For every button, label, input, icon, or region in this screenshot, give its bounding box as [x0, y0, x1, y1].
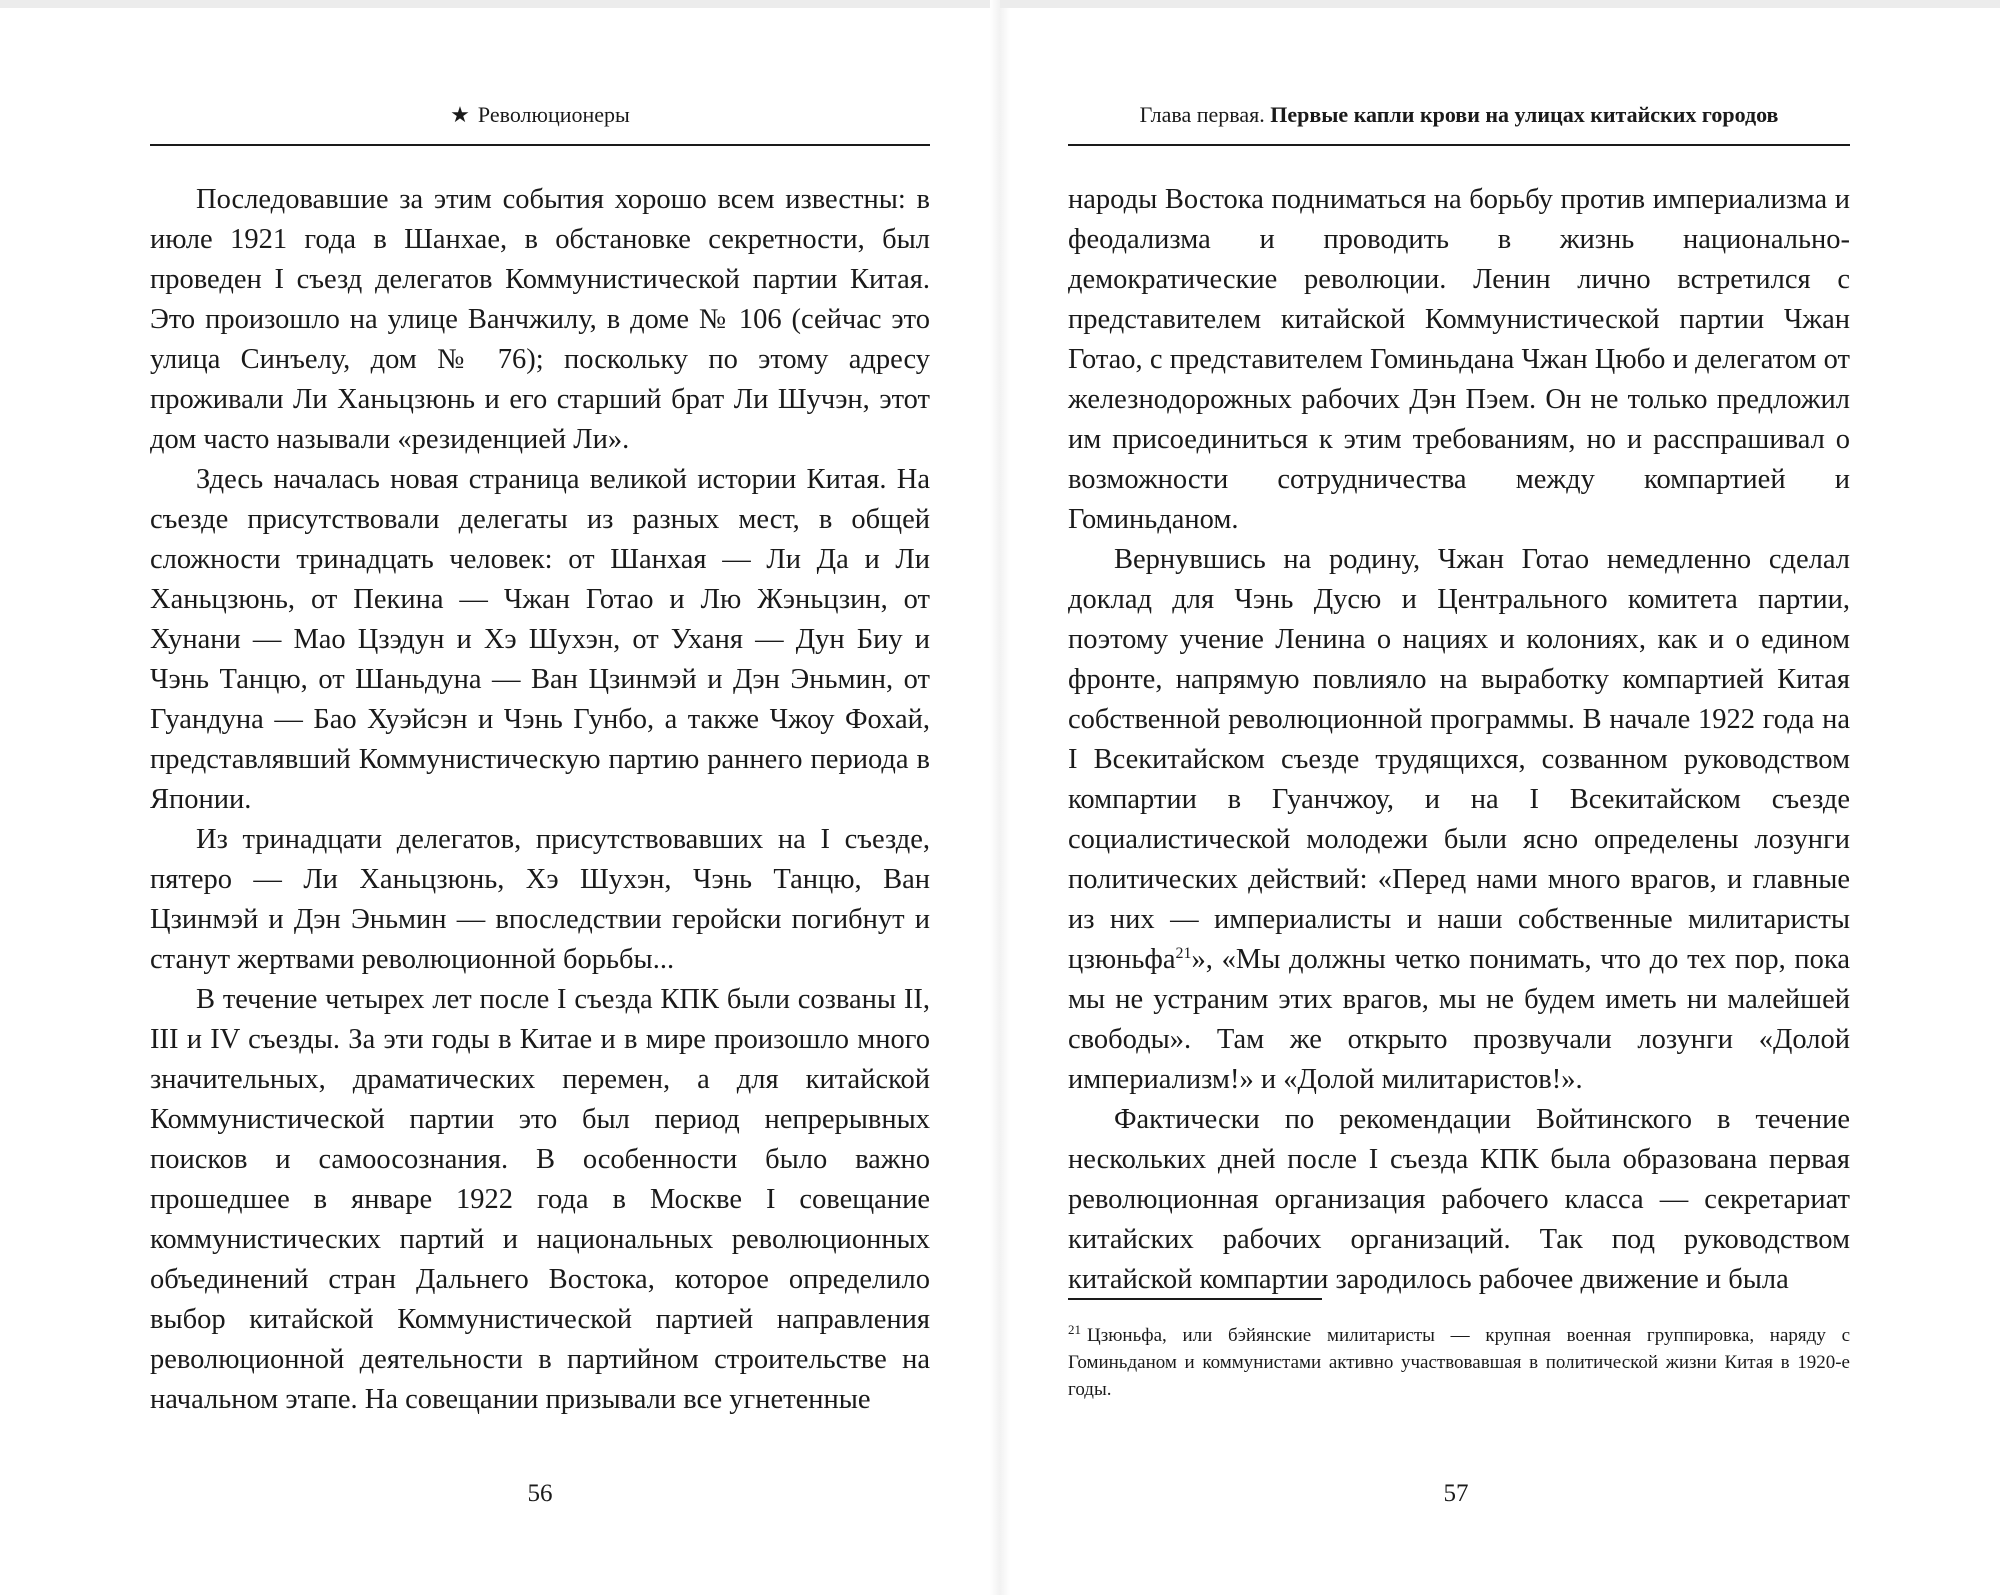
paragraph: Фактически по рекомендации Войтинского в течение нескольких дней после I съезда КПК была образована первая революционная организация рабочего класса — секретариат китайских рабочих организаций. Так под руководством китайской компартии зародилось рабочее движение и была [1068, 1104, 1850, 1295]
right-running-head [1068, 102, 1850, 138]
left-head-rule [150, 144, 930, 146]
chapter-label: Глава первая. [1139, 102, 1265, 127]
left-running-head [150, 102, 930, 138]
right-page [1000, 0, 2000, 1595]
paragraph [1068, 540, 1850, 1100]
paragraph-text: », «Мы должны четко понимать, что до тех пор, пока мы не устраним этих врагов, мы не будем иметь ни малейшей свободы». Там же открыто прозвучали лозунги «Долой империализм!» и «Долой милитаристов!». [1068, 944, 1850, 1095]
left-page-number: 56 [527, 1480, 553, 1507]
paragraph: Здесь началась новая страница великой истории Китая. На съезде присутствовали делегаты из разных мест, в общей сложности тринадцать человек: от Шанхая — Ли Да и Ли Ханьцзюнь, от Пекина — Чжан Готао и Лю Жэньцзин, от Хунани — Мао Цзэдун и Хэ Шухэн, от Уханя — Дун Биу и Чэнь Танцю, от Шаньдуна — Ван Цзинмэй и Дэн Эньмин, от Гуандуна — Бао Хуэйсэн и Чэнь Гунбо, а также Чжоу Фохай, представлявший Коммунистическую партию раннего периода в Японии. [150, 464, 930, 815]
right-page-number: 57 [1443, 1480, 1469, 1507]
right-head-rule [1068, 144, 1850, 146]
footnote [1068, 1322, 1850, 1403]
footnote-reference: 21 [1175, 945, 1192, 962]
page-top-edge [1000, 0, 2000, 8]
left-running-head-text: Революционеры [477, 102, 630, 127]
footnote-rule [1068, 1298, 1322, 1300]
paragraph: народы Востока подниматься на борьбу против империализма и феодализма и проводить в жизнь национально-демократические революции. Ленин лично встретился с представителем китайской Коммунистической партии Чжан Готао, с представителем Гоминьдана Чжан Цюбо и делегатом от железнодорожных рабочих Дэн Пэем. Он не только предложил им присоединиться к этим требованиям, но и расспрашивал о возможности сотрудничества между компартией и Гоминьданом. [1068, 184, 1850, 535]
paragraph-text: Вернувшись на родину, Чжан Готао немедленно сделал доклад для Чэнь Дусю и Центрального комитета партии, поэтому учение Ленина о нациях и колониях, как и о едином фронте, напрямую повлияло на выработку компартией Китая собственной революционной программы. В начале 1922 года на I Всекитайском съезде трудящихся, созванном руководством компартии в Гуанчжоу, и на I Всекитайском съезде социалистической молодежи были ясно определены лозунги политических действий: «Перед нами много врагов, и главные из них — империалисты и наши собственные милитаристы цзюньфа [1068, 544, 1850, 975]
chapter-title: Первые капли крови на улицах китайских городов [1270, 102, 1779, 127]
star-icon: ★ [450, 102, 470, 127]
footnote-text: Цзюньфа, или бэйянские милитаристы — крупная военная группировка, наряду с Гоминьданом и коммунистами активно участвовавшая в политической жизни Китая в 1920-е годы. [1068, 1325, 1850, 1400]
right-body-text [1068, 180, 1850, 1300]
footnote-number: 21 [1068, 1322, 1081, 1337]
paragraph: Из тринадцати делегатов, присутствовавших на I съезде, пятеро — Ли Ханьцзюнь, Хэ Шухэн, Чэнь Танцю, Ван Цзинмэй и Дэн Эньмин — впоследствии геройски погибнут и станут жертвами революционной борьбы... [150, 824, 930, 975]
page-top-edge [0, 0, 990, 8]
paragraph: В течение четырех лет после I съезда КПК были созваны II, III и IV съезды. За эти годы в Китае и в мире произошло много значительных, драматических перемен, а для китайской Коммунистической партии это был период непрерывных поисков и самоосознания. В особенности было важно прошедшее в январе 1922 года в Москве I совещание коммунистических партий и национальных революционных объединений стран Дальнего Востока, которое определило выбор китайской Коммунистической партией направления революционной деятельности в партийном строительстве на начальном этапе. На совещании призывали все угнетенные [150, 984, 930, 1415]
left-body-text [150, 180, 930, 1420]
paragraph: Последовавшие за этим события хорошо всем известны: в июле 1921 года в Шанхае, в обстановке секретности, был проведен I съезд делегатов Коммунистической партии Китая. Это произошло на улице Ванчжилу, в доме № 106 (сейчас это улица Синъелу, дом № 76); поскольку по этому адресу проживали Ли Ханьцзюнь и его старший брат Ли Шучэн, этот дом часто называли «резиденцией Ли». [150, 184, 930, 455]
